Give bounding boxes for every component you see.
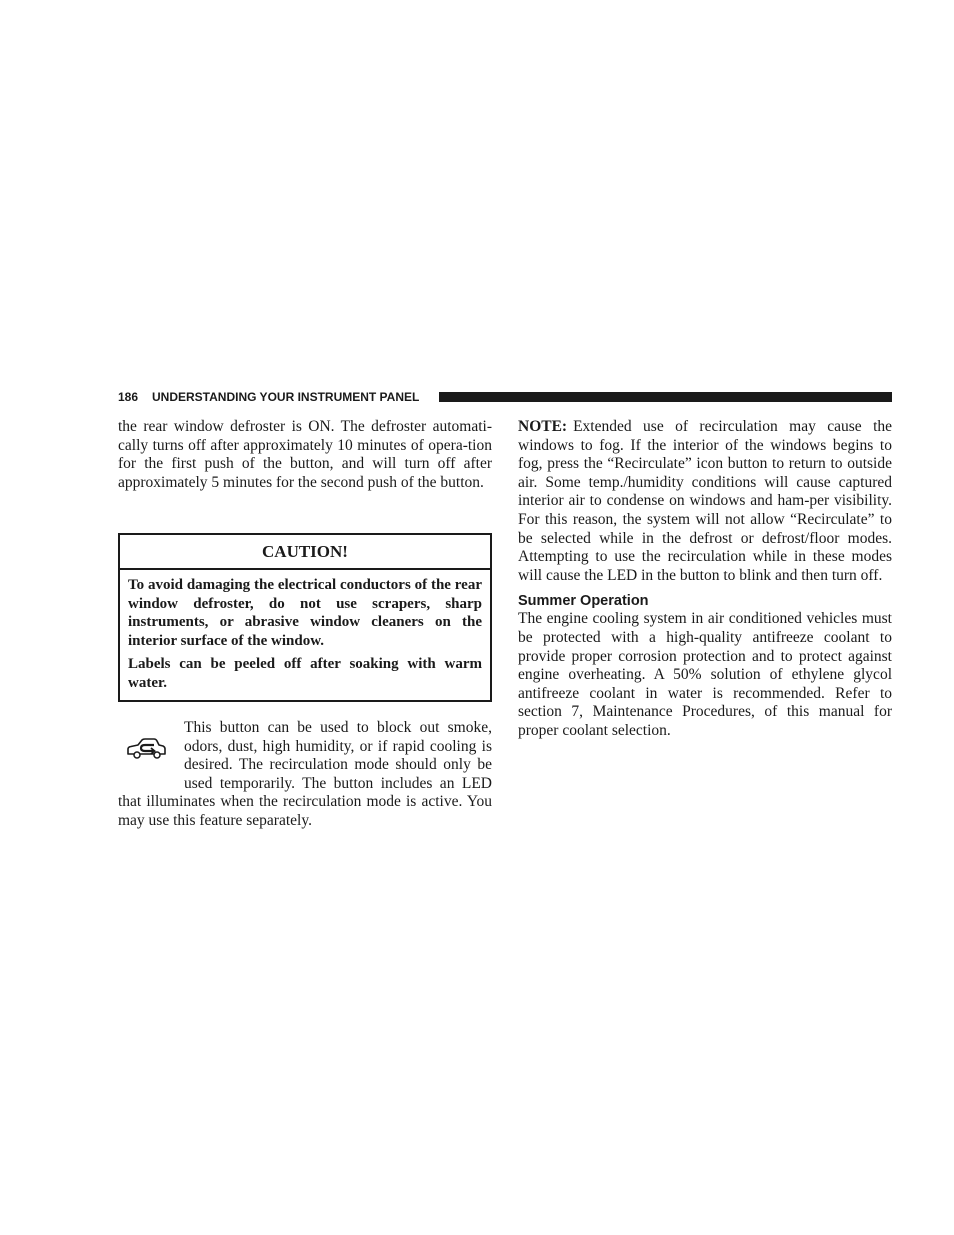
- right-column: [518, 418, 892, 741]
- caution-title: CAUTION!: [120, 535, 490, 570]
- left-column: [118, 418, 492, 492]
- recirculation-paragraph: This button can be used to block out smoke, odors, dust, high humidity, or if rapid cooling is desired. The recirculation mode should only be used temporarily. The button includes an LED that illuminates when the recirculation mode is active. You may use this feature separately.: [118, 719, 492, 829]
- caution-box: [118, 533, 492, 702]
- note-paragraph: [518, 418, 892, 585]
- caution-body: [120, 570, 490, 693]
- note-label: NOTE:: [518, 418, 568, 435]
- recirculation-section: [118, 719, 492, 831]
- summer-operation-heading: Summer Operation: [518, 593, 649, 610]
- page-number: 186: [118, 390, 139, 404]
- section-title: UNDERSTANDING YOUR INSTRUMENT PANEL: [152, 390, 420, 404]
- caution-paragraph: Labels can be peeled off after soaking with warm water.: [128, 656, 482, 691]
- header-rule-bar: [439, 392, 892, 402]
- summer-operation-paragraph: The engine cooling system in air conditioned vehicles must be protected with a high-quality antifreeze coolant to provide proper corrosion protection and to protect against engine overheating. A 50% solution of ethylene glycol antifreeze coolant in water is recommended. Refer to section 7, Maintenance Procedures, of this manual for proper coolant selection.: [518, 610, 892, 739]
- defroster-paragraph: the rear window defroster is ON. The defroster automati-cally turns off after approximately 10 minutes of opera-tion for the first push of the button, and will turn off after approximately 5 minutes for the second push of the button.: [118, 418, 492, 491]
- caution-paragraph: To avoid damaging the electrical conductors of the rear window defroster, do not use scrapers, sharp instruments, or abrasive window cleaners on the interior surface of the window.: [128, 577, 482, 649]
- note-text: Extended use of recirculation may cause the windows to fog. If the interior of the windows begins to fog, press the “Recirculate” icon button to return to outside air. Some temp./humidity conditions will cause captured interior air to condense on windows and ham-per visibility. For this reason, the system will not allow “Recirculate” to be selected while in the defrost or defrost/floor modes. Attempting to use the recirculation while in these modes will cause the LED in the button to blink and then turn off.: [518, 418, 892, 584]
- recirculation-car-icon: [118, 719, 184, 793]
- page-header: [118, 389, 892, 405]
